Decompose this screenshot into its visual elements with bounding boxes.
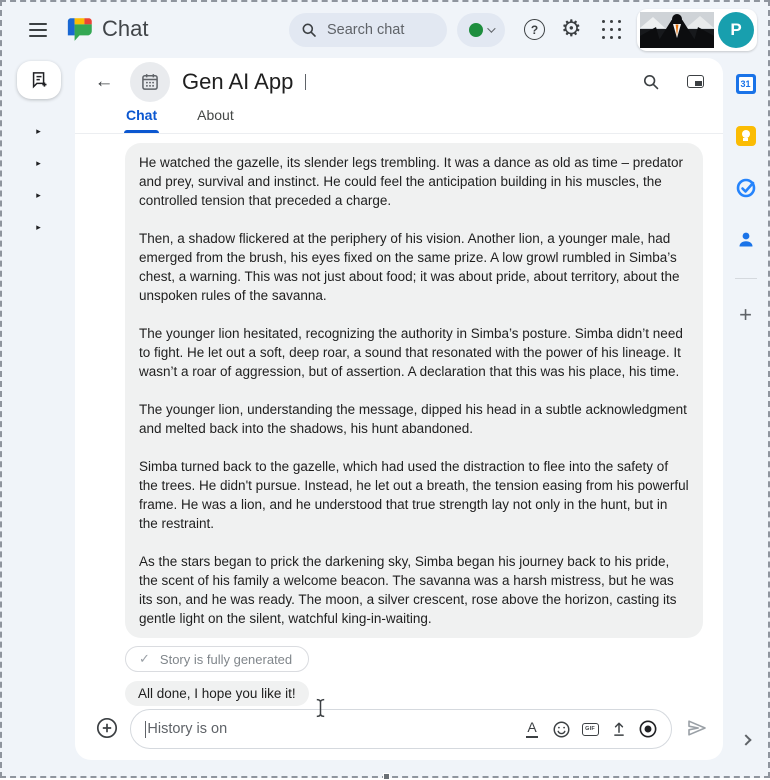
tasks-icon <box>735 177 757 199</box>
conversation-title: Gen AI App <box>182 68 294 94</box>
search-in-conversation-button[interactable] <box>637 68 665 96</box>
gif-button[interactable] <box>579 717 601 741</box>
text-caret <box>145 721 146 738</box>
sidebar-sections <box>2 115 75 243</box>
plus-icon: + <box>739 302 752 327</box>
chevron-down-icon <box>305 74 306 90</box>
text-format-button[interactable] <box>521 717 543 741</box>
story-paragraph: The younger lion, understanding the message, dipped his head in a subtle acknowledgment and melted back into the shadows, his hunt abandoned. <box>139 402 687 436</box>
new-chat-icon <box>29 70 49 90</box>
help-button[interactable] <box>524 19 545 40</box>
message-list[interactable] <box>75 134 723 706</box>
composer-actions <box>521 717 659 741</box>
rail-divider <box>735 278 757 279</box>
conversation-header <box>75 58 723 105</box>
chevron-down-icon <box>487 24 495 32</box>
story-paragraph: Simba turned back to the gazelle, which had used the distraction to flee into the safety of the trees. He didn't pursue. Instead, he let out a breath, the tension easing from his powerful frame. He was a lion, and he understood that true strength lay not only in the hunt, but in the restraint. <box>139 459 689 531</box>
active-status-dot-icon <box>469 23 483 37</box>
topbar <box>2 2 768 58</box>
story-paragraph: As the stars began to prick the darkening sky, Simba began his journey back to his pride, the scent of his family a welcome beacon. The savanna was a harsh mistress, but he was its son, and he was ready. The moon, a silver crescent, rose above the horizon, casting its gentle light on the silent, watchful king-in-waiting. <box>139 554 677 626</box>
emoji-button[interactable] <box>550 717 572 741</box>
selection-handle[interactable] <box>383 773 390 780</box>
conversation-tabs <box>75 105 723 134</box>
open-in-companion-button[interactable] <box>681 68 709 96</box>
tasks-app-button[interactable] <box>730 172 762 204</box>
search-icon <box>301 22 317 38</box>
send-icon <box>685 716 709 740</box>
product-name: Chat <box>102 16 149 41</box>
check-icon: ✓ <box>139 651 150 666</box>
story-message-bubble <box>125 143 703 638</box>
keep-icon <box>736 126 756 146</box>
new-chat-button[interactable] <box>17 61 61 99</box>
calendar-app-button[interactable] <box>730 68 762 100</box>
format-text-icon: A <box>526 720 537 737</box>
side-panel-rail <box>723 58 768 776</box>
search-placeholder: Search chat <box>327 22 405 38</box>
conversation-menu-button[interactable] <box>305 74 306 89</box>
search-icon <box>642 73 660 91</box>
google-apps-button[interactable] <box>602 20 622 40</box>
message-input-placeholder: History is on <box>147 721 228 737</box>
composer <box>75 706 723 778</box>
profile-banner-image <box>640 12 714 48</box>
sidebar-section-toggle-4[interactable]: ▸ <box>19 211 59 243</box>
expand-panel-button[interactable] <box>742 736 750 744</box>
apps-grid-icon <box>602 20 605 23</box>
search-input[interactable] <box>289 13 447 47</box>
keep-app-button[interactable] <box>730 120 762 152</box>
status-chip <box>125 646 309 672</box>
record-icon <box>638 719 658 739</box>
app-avatar <box>130 62 170 102</box>
record-video-button[interactable] <box>637 717 659 741</box>
header-actions <box>637 68 709 96</box>
gear-icon: ⚙ <box>561 15 582 41</box>
message-input[interactable] <box>130 709 672 749</box>
settings-button[interactable] <box>561 14 582 44</box>
conversation-card <box>75 58 723 760</box>
hamburger-icon <box>29 23 47 25</box>
tab-chat[interactable]: Chat <box>126 105 157 133</box>
left-sidebar <box>2 58 75 776</box>
contacts-icon <box>736 230 756 250</box>
sidebar-section-toggle-3[interactable]: ▸ <box>19 179 59 211</box>
story-paragraph: Then, a shadow flickered at the periphery of his vision. Another lion, a younger male, had emerged from the brush, his eyes fixed on the same prize. A low growl rumbled in Simba’s chest, a warning. This was not just about food; it was about pride, about territory, about the unspoken rules of the savanna. <box>139 231 680 303</box>
story-paragraph: The younger lion hesitated, recognizing the authority in Simba’s posture. Simba didn’t need to fight. He let out a soft, deep roar, a sound that resonated with the power of his lineage. It wasn’t a roar of aggression, but of assertion. A declaration that this was his place, his time. <box>139 326 683 379</box>
picture-in-picture-icon <box>687 75 704 88</box>
calendar-icon: 31 <box>736 74 756 94</box>
get-add-ons-button[interactable] <box>730 299 762 331</box>
google-chat-logo-icon <box>66 17 93 44</box>
contacts-app-button[interactable] <box>730 224 762 256</box>
send-message-button[interactable] <box>684 716 710 742</box>
sidebar-section-toggle-1[interactable]: ▸ <box>19 115 59 147</box>
tab-about[interactable]: About <box>197 105 234 133</box>
account-avatar[interactable]: P <box>718 12 754 48</box>
emoji-icon <box>552 720 571 739</box>
plus-circle-icon <box>95 716 119 740</box>
followup-message-bubble: All done, I hope you like it! <box>125 681 309 706</box>
profile-widget <box>637 9 757 51</box>
upload-icon <box>610 720 628 738</box>
add-attachment-button[interactable] <box>94 716 120 742</box>
calendar-app-avatar-icon <box>140 72 160 92</box>
main-menu-button[interactable] <box>18 10 58 50</box>
gif-icon: GIF <box>582 723 599 736</box>
story-paragraph: He watched the gazelle, its slender legs trembling. It was a dance as old as time – predator and prey, survival and instinct. He could feel the anticipation building in his muscles, the controlled tension that preceded a charge. <box>139 155 684 208</box>
sidebar-section-toggle-2[interactable]: ▸ <box>19 147 59 179</box>
upload-file-button[interactable] <box>608 717 630 741</box>
help-icon: ? <box>530 22 539 37</box>
availability-status-button[interactable] <box>457 13 505 47</box>
back-button[interactable]: ← <box>90 71 118 93</box>
chevron-right-icon <box>740 734 751 745</box>
status-chip-label: Story is fully generated <box>159 651 293 667</box>
